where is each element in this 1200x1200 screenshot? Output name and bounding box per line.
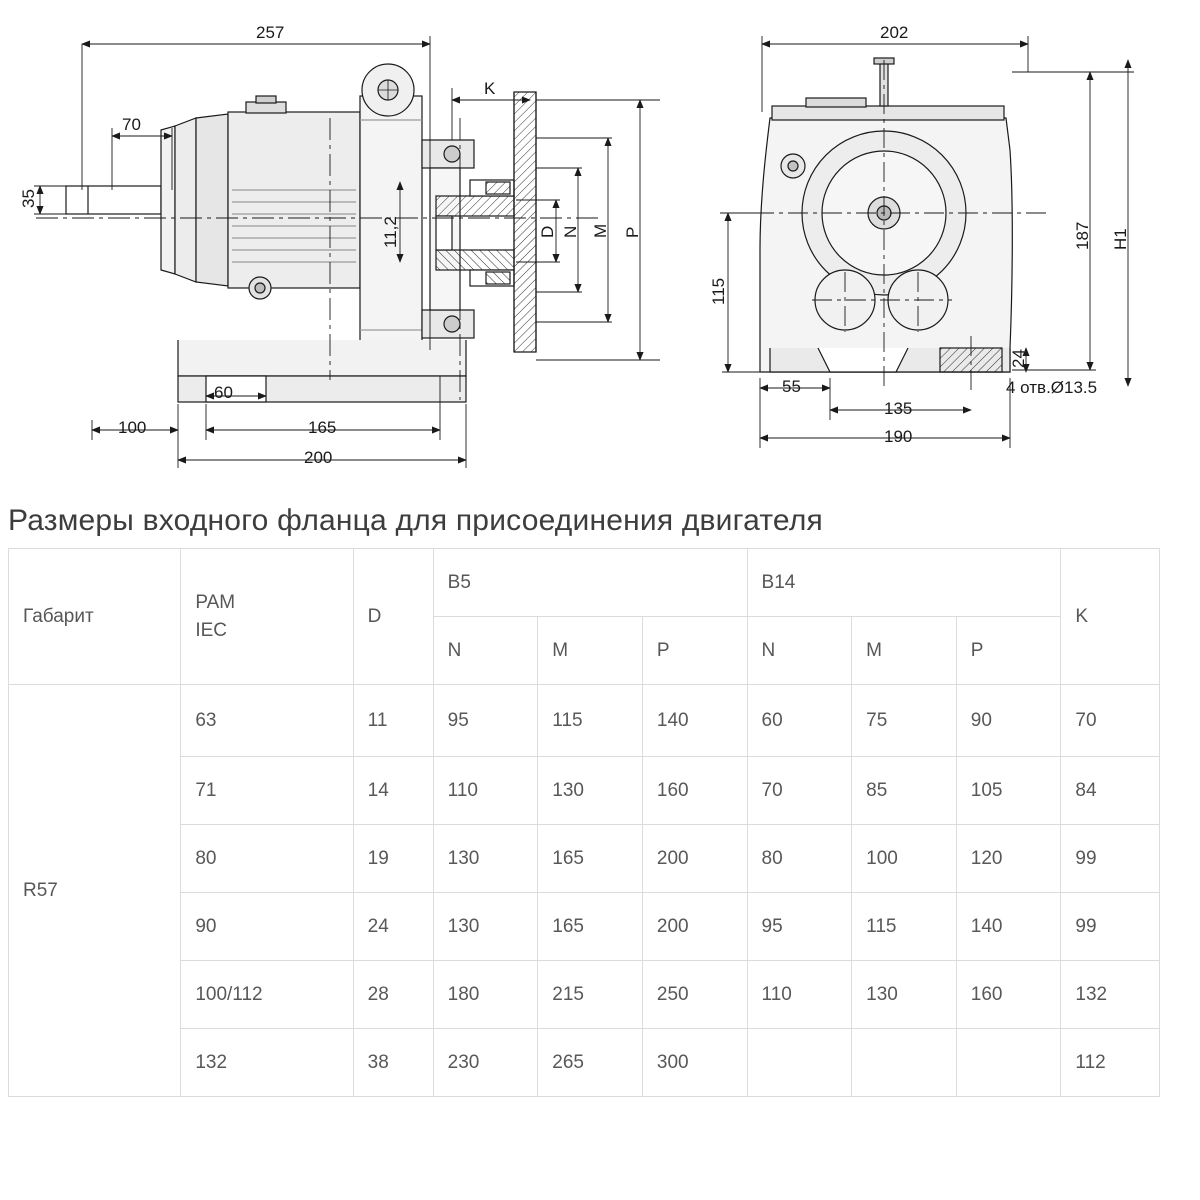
- cell-b14-m: 130: [852, 961, 957, 1029]
- cell-b14-p: 140: [956, 893, 1061, 961]
- dim-55: 55: [782, 377, 801, 396]
- cell-k: 84: [1061, 757, 1160, 825]
- cell-b5-p: 200: [642, 825, 747, 893]
- th-b14: B14: [747, 549, 1061, 617]
- cell-b5-p: 200: [642, 893, 747, 961]
- th-b5-n: N: [433, 617, 538, 685]
- dim-202: 202: [880, 23, 909, 42]
- dim-70: 70: [122, 115, 141, 134]
- dim-187: 187: [1073, 221, 1092, 250]
- cell-b14-n: 60: [747, 685, 852, 757]
- cell-b5-m: 165: [538, 893, 643, 961]
- right-view-gearbox: [720, 58, 1050, 392]
- th-b14-n: N: [747, 617, 852, 685]
- cell-b14-n: [747, 1029, 852, 1097]
- cell-b5-n: 180: [433, 961, 538, 1029]
- table-row: [9, 685, 1160, 757]
- cell-b5-p: 300: [642, 1029, 747, 1097]
- technical-drawings: [0, 0, 1200, 490]
- dim-100: 100: [118, 418, 147, 437]
- cell-b5-m: 165: [538, 825, 643, 893]
- cell-pam: 100/112: [181, 961, 353, 1029]
- th-pam-line2: IEC: [195, 619, 228, 641]
- cell-d: 19: [353, 825, 433, 893]
- cell-b5-n: 130: [433, 893, 538, 961]
- th-d: D: [353, 549, 433, 685]
- cell-k: 70: [1061, 685, 1160, 757]
- dim-H1: H1: [1111, 228, 1130, 250]
- dim-190: 190: [884, 427, 913, 446]
- cell-b14-n: 95: [747, 893, 852, 961]
- table-header-row-top: [9, 549, 1160, 617]
- table-head: [9, 549, 1160, 685]
- cell-b5-m: 130: [538, 757, 643, 825]
- cell-b5-m: 215: [538, 961, 643, 1029]
- note-holes: 4 отв.Ø13.5: [1006, 378, 1098, 397]
- flange-dimensions-table: [8, 548, 1160, 1097]
- th-b5: B5: [433, 549, 747, 617]
- cell-b5-m: 265: [538, 1029, 643, 1097]
- table-row: [9, 961, 1160, 1029]
- cell-d: 38: [353, 1029, 433, 1097]
- th-gabarit: Габарит: [9, 549, 181, 685]
- dim-135: 135: [884, 399, 913, 418]
- cell-pam: 63: [181, 685, 353, 757]
- cell-b5-p: 250: [642, 961, 747, 1029]
- table-row: [9, 1029, 1160, 1097]
- left-view-gearbox: [36, 64, 600, 402]
- th-b5-p: P: [642, 617, 747, 685]
- th-pam-iec: [181, 549, 353, 685]
- drawing-canvas: [0, 0, 1200, 490]
- th-b14-p: P: [956, 617, 1061, 685]
- cell-b14-n: 80: [747, 825, 852, 893]
- cell-b5-n: 230: [433, 1029, 538, 1097]
- cell-b14-n: 70: [747, 757, 852, 825]
- cell-b14-m: [852, 1029, 957, 1097]
- dim-60: 60: [214, 383, 233, 402]
- dim-115: 115: [709, 277, 728, 305]
- dim-257: 257: [256, 23, 285, 42]
- table-row: [9, 825, 1160, 893]
- cell-b5-n: 130: [433, 825, 538, 893]
- dim-200: 200: [304, 448, 333, 467]
- cell-k: 132: [1061, 961, 1160, 1029]
- cell-b14-m: 85: [852, 757, 957, 825]
- dim-165: 165: [308, 418, 337, 437]
- cell-b14-n: 110: [747, 961, 852, 1029]
- table-row: [9, 757, 1160, 825]
- cell-d: 14: [353, 757, 433, 825]
- dim-N: N: [561, 225, 580, 238]
- cell-b5-n: 95: [433, 685, 538, 757]
- cell-d: 28: [353, 961, 433, 1029]
- cell-b14-m: 115: [852, 893, 957, 961]
- cell-d: 24: [353, 893, 433, 961]
- cell-k: 99: [1061, 825, 1160, 893]
- table-row: [9, 893, 1160, 961]
- cell-b14-p: [956, 1029, 1061, 1097]
- cell-b14-m: 100: [852, 825, 957, 893]
- dim-P: P: [623, 226, 642, 238]
- page-title: Размеры входного фланца для присоединения двигателя: [8, 504, 823, 537]
- cell-frame-size: R57: [9, 685, 181, 1097]
- cell-b14-p: 160: [956, 961, 1061, 1029]
- dim-M: M: [591, 223, 610, 238]
- cell-b5-p: 160: [642, 757, 747, 825]
- cell-b14-p: 105: [956, 757, 1061, 825]
- cell-b5-n: 110: [433, 757, 538, 825]
- th-pam-line1: PAM: [195, 591, 236, 613]
- cell-pam: 80: [181, 825, 353, 893]
- cell-k: 112: [1061, 1029, 1160, 1097]
- th-b14-m: M: [852, 617, 957, 685]
- dim-24: 24: [1009, 349, 1028, 368]
- dim-D: D: [538, 225, 557, 238]
- cell-b5-p: 140: [642, 685, 747, 757]
- cell-d: 11: [353, 685, 433, 757]
- cell-b14-m: 75: [852, 685, 957, 757]
- dim-11-2: 11,2: [381, 216, 400, 248]
- dim-35: 35: [19, 189, 38, 208]
- cell-pam: 71: [181, 757, 353, 825]
- cell-pam: 132: [181, 1029, 353, 1097]
- cell-b5-m: 115: [538, 685, 643, 757]
- th-b5-m: M: [538, 617, 643, 685]
- cell-b14-p: 90: [956, 685, 1061, 757]
- table-body: [9, 685, 1160, 1097]
- cell-b14-p: 120: [956, 825, 1061, 893]
- th-k: K: [1061, 549, 1160, 685]
- cell-pam: 90: [181, 893, 353, 961]
- cell-k: 99: [1061, 893, 1160, 961]
- dim-K: K: [484, 79, 496, 98]
